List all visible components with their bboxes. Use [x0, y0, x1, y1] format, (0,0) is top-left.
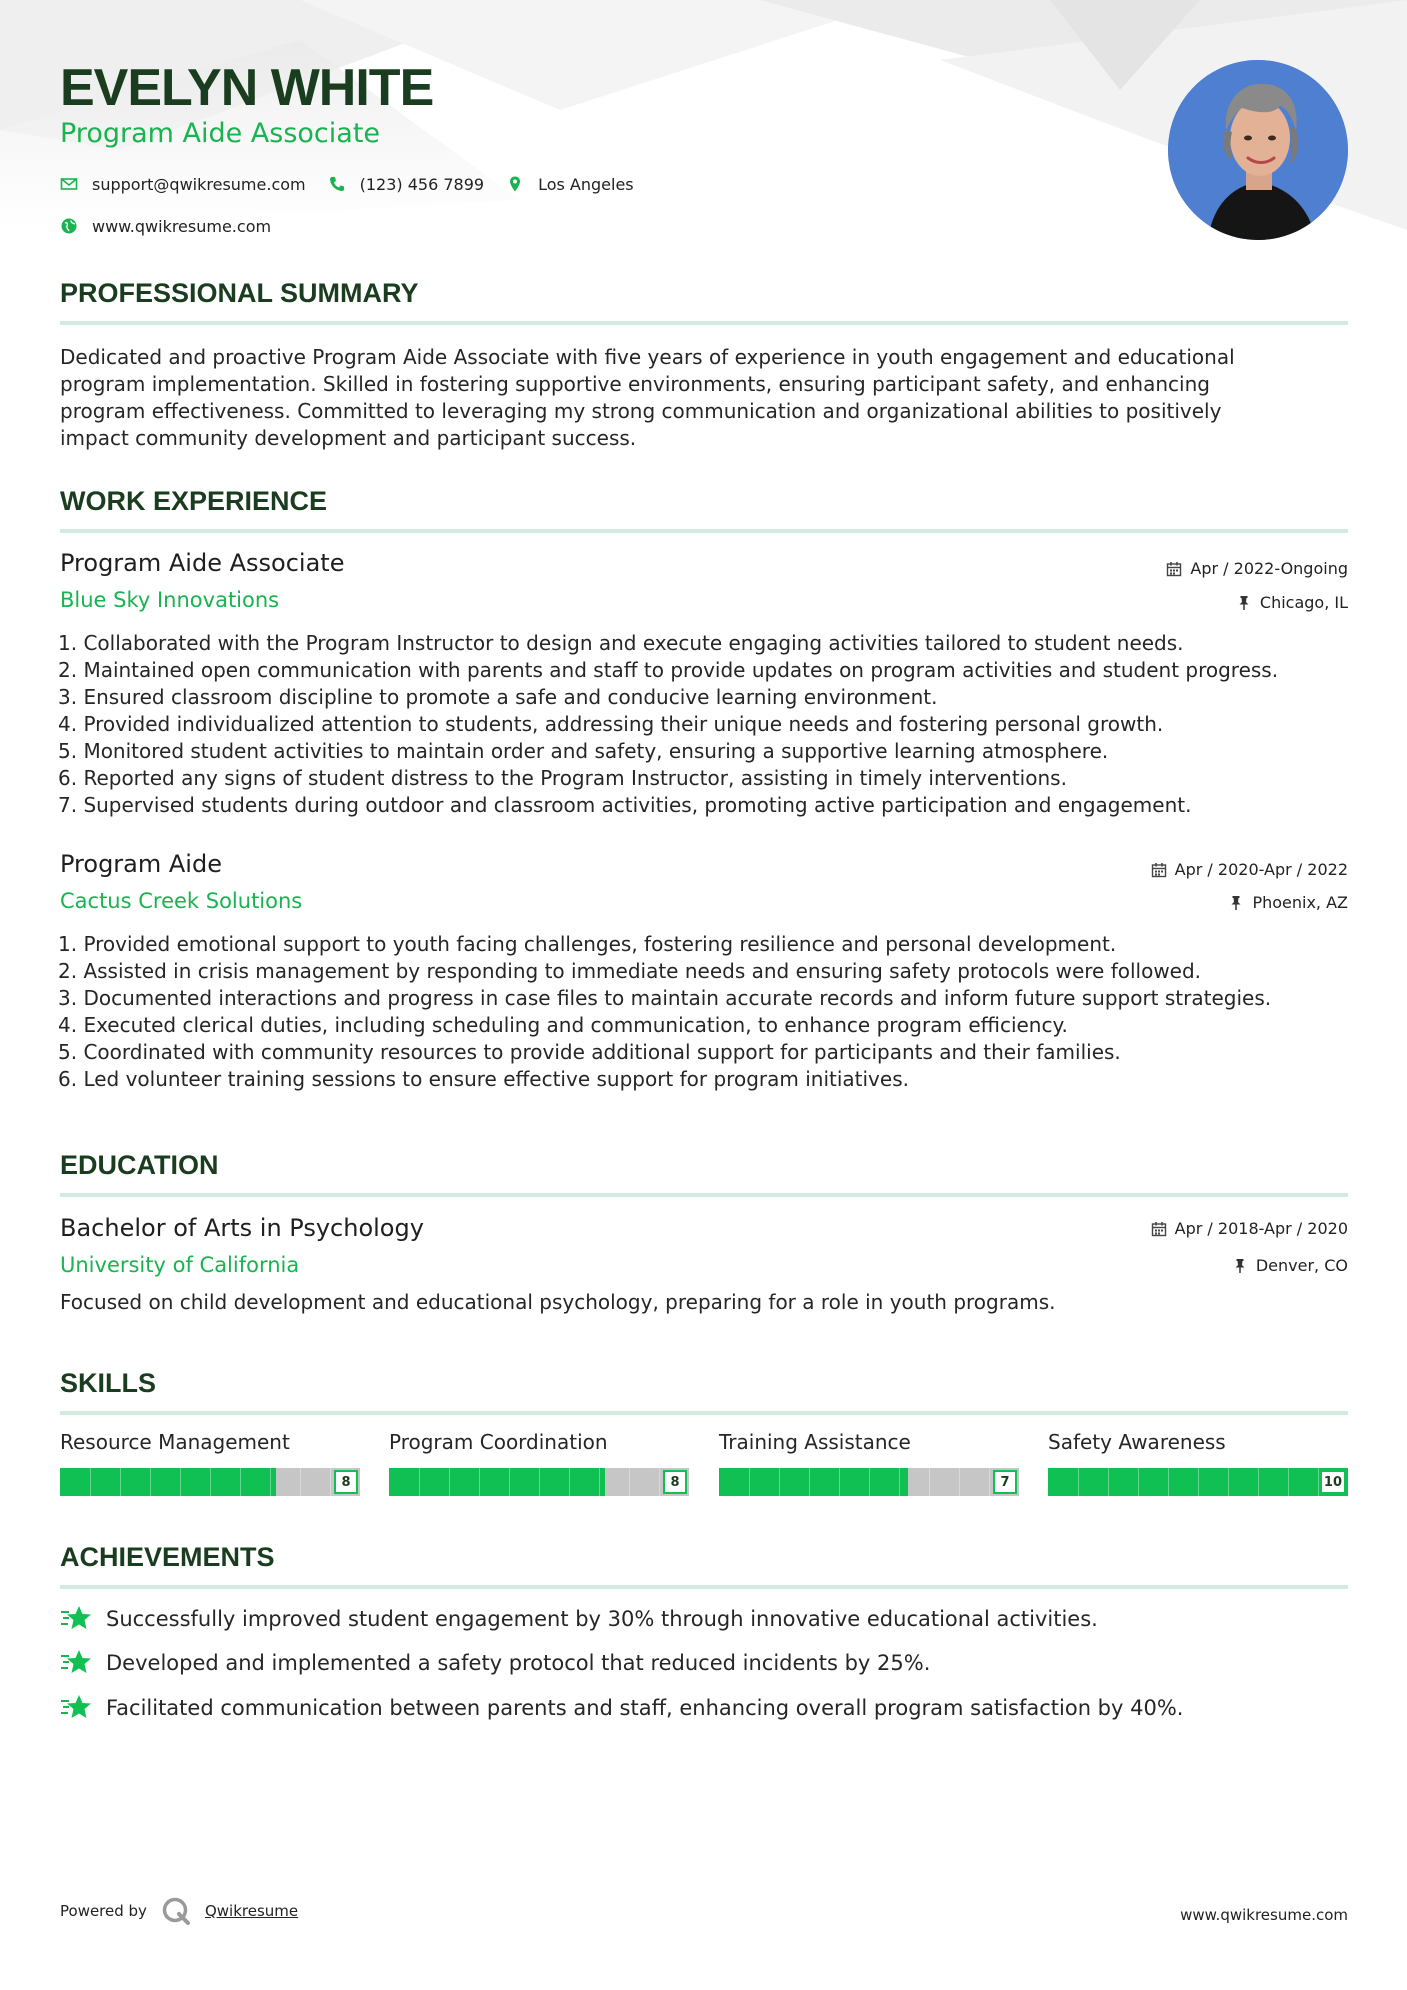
achievement-item: Developed and implemented a safety protocol that reduced incidents by 25%.	[60, 1648, 930, 1678]
skill-bar-segment	[899, 1468, 900, 1496]
skill-bar-segment	[120, 1468, 121, 1496]
skill-bar	[719, 1468, 1019, 1496]
location-text: Los Angeles	[538, 174, 634, 194]
skill-item	[60, 1430, 360, 1490]
skill-bar-segment	[599, 1468, 600, 1496]
calendar-icon	[1151, 1221, 1167, 1237]
skill-bar-segment	[989, 1468, 990, 1496]
job-location: Phoenix, AZ	[1228, 893, 1348, 912]
skill-bar-segment	[569, 1468, 570, 1496]
skill-bar-segment	[150, 1468, 151, 1496]
skill-bar-segment	[959, 1468, 960, 1496]
pushpin-icon	[1228, 895, 1244, 911]
email-text: support@qwikresume.com	[92, 174, 306, 194]
job-company: Cactus Creek Solutions	[60, 889, 303, 913]
skill-bar-segment	[869, 1468, 870, 1496]
education-description: Focused on child development and educational psychology, preparing for a role in youth programs.	[60, 1290, 1056, 1314]
envelope-icon	[60, 175, 78, 193]
list-item: 7. Supervised students during outdoor and classroom activities, promoting active participation and engagement.	[58, 793, 1192, 817]
skill-bar-segment	[210, 1468, 211, 1496]
section-title-education: EDUCATION	[60, 1150, 1348, 1197]
skill-bar-segment	[1198, 1468, 1199, 1496]
skill-bar	[60, 1468, 360, 1496]
job-dates: Apr / 2020-Apr / 2022	[1151, 860, 1348, 879]
skill-bar	[1048, 1468, 1348, 1496]
skill-bar-segment	[659, 1468, 660, 1496]
contact-row	[60, 172, 656, 196]
section-title-skills: SKILLS	[60, 1368, 1348, 1415]
skill-bar-segment	[929, 1468, 930, 1496]
qwikresume-logo-icon	[161, 1896, 191, 1926]
skill-score: 10	[1320, 1470, 1346, 1494]
list-item: 3. Documented interactions and progress in case files to maintain accurate records and inform future support strategies.	[58, 986, 1272, 1010]
skill-bar-segment	[270, 1468, 271, 1496]
globe-icon	[60, 217, 78, 235]
job-title: Program Aide	[60, 850, 222, 878]
footer-website[interactable]: www.qwikresume.com	[1180, 1906, 1348, 1924]
list-item: 3. Ensured classroom discipline to promote a safe and conducive learning environment.	[58, 685, 938, 709]
skill-name: Program Coordination	[389, 1430, 608, 1454]
list-item: 1. Collaborated with the Program Instructor to design and execute engaging activities tailored to student needs.	[58, 631, 1184, 655]
section-title-experience: WORK EXPERIENCE	[60, 486, 1348, 533]
skill-bar-segment	[1108, 1468, 1109, 1496]
job-bullets	[58, 931, 1358, 1093]
skill-bar-segment	[839, 1468, 840, 1496]
list-item: 2. Assisted in crisis management by responding to immediate needs and ensuring safety protocols were followed.	[58, 959, 1202, 983]
achievement-item: Facilitated communication between parents and staff, enhancing overall program satisfaction by 40%.	[60, 1693, 1183, 1723]
skill-bar-segment	[1258, 1468, 1259, 1496]
skill-bar-fill	[719, 1468, 908, 1496]
skill-bar-segment	[240, 1468, 241, 1496]
section-title-summary: PROFESSIONAL SUMMARY	[60, 278, 1348, 325]
skill-name: Safety Awareness	[1048, 1430, 1226, 1454]
section-title-achievements: ACHIEVEMENTS	[60, 1542, 1348, 1589]
star-badge-icon	[60, 1648, 92, 1678]
skill-item	[389, 1430, 689, 1490]
contact-email[interactable]	[60, 175, 306, 194]
skill-bar-segment	[809, 1468, 810, 1496]
skill-bar-segment	[1168, 1468, 1169, 1496]
footer-powered-by: Powered by Qwikresume	[60, 1896, 298, 1926]
skill-name: Resource Management	[60, 1430, 290, 1454]
skill-bar-segment	[180, 1468, 181, 1496]
calendar-icon	[1151, 862, 1167, 878]
skill-bar-segment	[779, 1468, 780, 1496]
skill-bar-segment	[1228, 1468, 1229, 1496]
skill-bar-segment	[449, 1468, 450, 1496]
skill-bar-segment	[479, 1468, 480, 1496]
skill-bar-segment	[330, 1468, 331, 1496]
skill-score: 8	[663, 1470, 687, 1494]
map-pin-icon	[506, 175, 524, 193]
job-title: Program Aide Associate	[60, 549, 345, 577]
skill-bar-segment	[1138, 1468, 1139, 1496]
skill-bar-fill	[60, 1468, 276, 1496]
candidate-name: EVELYN WHITE	[60, 59, 434, 117]
skill-bar-segment	[300, 1468, 301, 1496]
phone-icon	[328, 175, 346, 193]
list-item: 2. Maintained open communication with parents and staff to provide updates on program activities and student progress.	[58, 658, 1279, 682]
skill-bar-segment	[749, 1468, 750, 1496]
profile-photo	[1168, 60, 1348, 240]
list-item: 4. Provided individualized attention to students, addressing their unique needs and fostering personal growth.	[58, 712, 1164, 736]
contact-location	[506, 175, 634, 194]
summary-text: Dedicated and proactive Program Aide Associate with five years of experience in youth engagement and educational program implementation. Skilled in fostering supportive environments, ensuring participant safety, and enhancing program effectiveness. Committed to leveraging my strong communication and organizational abilities to positively impact community development and participant success.	[60, 345, 1235, 450]
list-item: 6. Led volunteer training sessions to ensure effective support for program initiatives.	[58, 1067, 909, 1091]
phone-text: (123) 456 7899	[359, 174, 485, 194]
skill-item	[1048, 1430, 1348, 1490]
job-location: Chicago, IL	[1236, 593, 1348, 612]
job-company: Blue Sky Innovations	[60, 588, 280, 612]
education-location: Denver, CO	[1232, 1256, 1348, 1275]
list-item: 6. Reported any signs of student distress to the Program Instructor, assisting in timely interventions.	[58, 766, 1067, 790]
star-badge-icon	[60, 1693, 92, 1723]
achievement-item: Successfully improved student engagement by 30% through innovative educational activities.	[60, 1604, 1098, 1634]
skill-bar-segment	[1288, 1468, 1289, 1496]
candidate-role: Program Aide Associate	[60, 118, 381, 149]
skill-bar-segment	[509, 1468, 510, 1496]
education-degree: Bachelor of Arts in Psychology	[60, 1214, 424, 1242]
skill-score: 7	[993, 1470, 1017, 1494]
list-item: 4. Executed clerical duties, including scheduling and communication, to enhance program efficiency.	[58, 1013, 1068, 1037]
skill-bar-segment	[629, 1468, 630, 1496]
list-item: 1. Provided emotional support to youth facing challenges, fostering resilience and personal development.	[58, 932, 1117, 956]
skill-score: 8	[334, 1470, 358, 1494]
skill-name: Training Assistance	[719, 1430, 911, 1454]
skill-bar-fill	[389, 1468, 605, 1496]
skill-bar-segment	[419, 1468, 420, 1496]
education-dates: Apr / 2018-Apr / 2020	[1151, 1219, 1348, 1238]
skill-bar-segment	[1078, 1468, 1079, 1496]
contact-website[interactable]	[60, 214, 293, 238]
website-text: www.qwikresume.com	[92, 216, 272, 236]
skill-bar-segment	[1318, 1468, 1319, 1496]
job-dates: Apr / 2022-Ongoing	[1166, 559, 1348, 578]
pushpin-icon	[1236, 595, 1252, 611]
pushpin-icon	[1232, 1258, 1248, 1274]
list-item: 5. Monitored student activities to maintain order and safety, ensuring a supportive learning atmosphere.	[58, 739, 1109, 763]
list-item: 5. Coordinated with community resources to provide additional support for participants and their families.	[58, 1040, 1121, 1064]
skill-bar-segment	[90, 1468, 91, 1496]
contact-phone[interactable]	[328, 175, 484, 194]
footer-brand-link[interactable]: Qwikresume	[204, 1902, 299, 1920]
job-bullets	[58, 630, 1358, 819]
calendar-icon	[1166, 561, 1182, 577]
skill-item	[719, 1430, 1019, 1490]
skill-bar-segment	[539, 1468, 540, 1496]
education-school: University of California	[60, 1253, 300, 1277]
star-badge-icon	[60, 1604, 92, 1634]
skill-bar	[389, 1468, 689, 1496]
